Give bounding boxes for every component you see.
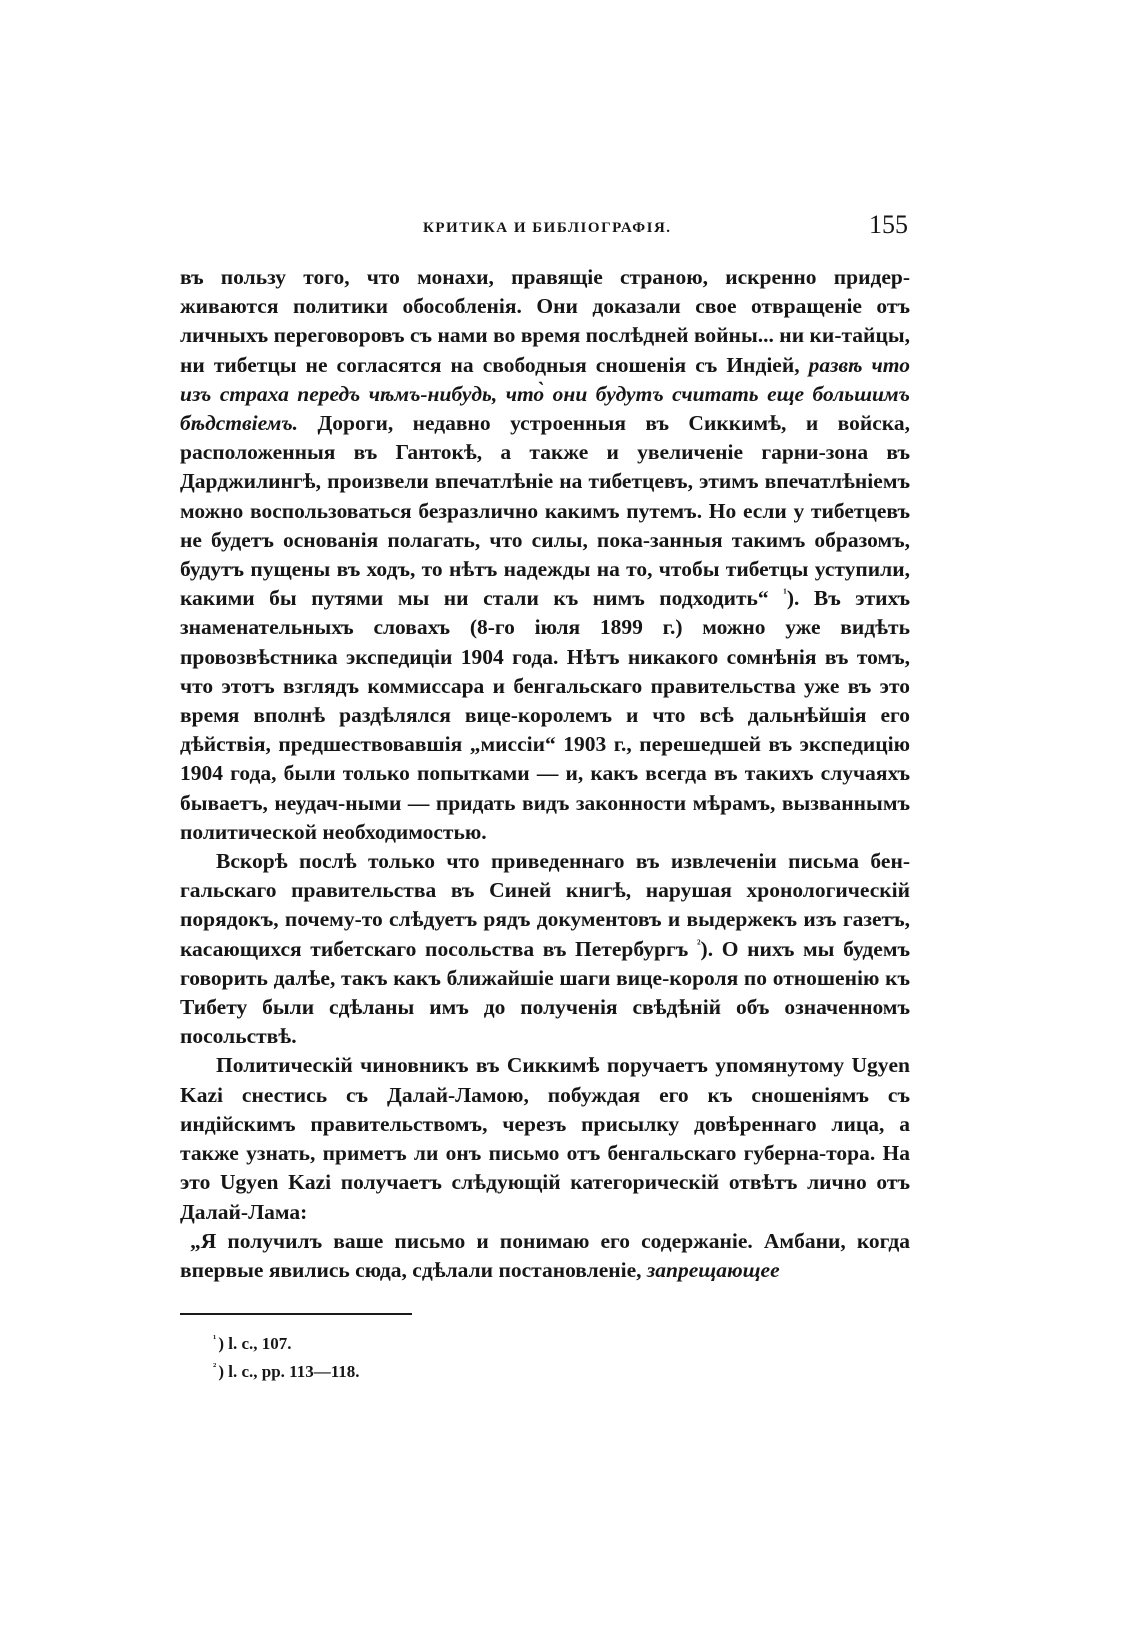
footnote-2-text: ) l. c., pp. 113—118.	[218, 1362, 360, 1381]
paragraph-3: Политическій чиновникъ въ Сиккимѣ поручаетъ упомянутому Ugyen Kazi снестись съ Далай-Ламою, побуждая его къ сношеніямъ съ индійскимъ правительствомъ, черезъ присылку довѣреннаго лица, а также узнать, приметъ ли онъ письмо отъ бенгальскаго губерна-тора. На это Ugyen Kazi получаетъ слѣдующій категорическій отвѣтъ лично отъ Далай-Лама:	[180, 1053, 910, 1224]
running-head	[178, 210, 908, 244]
paragraph-4-quote	[180, 1227, 910, 1285]
paragraph-2	[180, 847, 910, 1051]
paragraph-1-italic: развѣ что изъ страха передъ чѣмъ-нибудь, что̀ они будутъ считать еще большимъ бѣдствіемъ.	[180, 352, 910, 436]
paragraph-2-text-before: Вскорѣ послѣ только что приведеннаго въ извлеченіи письма бен-гальскаго правительства въ Синей книгѣ, нарушая хронологическій порядокъ, почему-то слѣдуетъ рядъ документовъ и выдержекъ изъ газетъ, касающихся тибетскаго посольства въ Петербургъ	[180, 849, 910, 961]
footnote-divider	[180, 1313, 412, 1315]
section-title: КРИТИКА И БИБЛІОГРАФІЯ.	[423, 220, 672, 236]
footnote-2	[213, 1358, 813, 1386]
paragraph-1	[180, 263, 910, 847]
footnote-1-text: ) l. c., 107.	[218, 1334, 292, 1353]
paragraph-1-text-after: Дороги, недавно устроенныя въ Сиккимѣ, и войска, расположенныя въ Гантокѣ, а также и увеличеніе гарни-зона въ Дарджилингѣ, произвели впечатлѣніе на тибетцевъ, этимъ впечатлѣніемъ можно воспользоваться безразлично какимъ путемъ. Но если у тибетцевъ не будетъ основанія полагать, что силы, пока-занныя такимъ образомъ, будутъ пущены въ ходъ, то нѣтъ надежды на то, чтобы тибетцы уступили, какими бы путями мы ни стали къ нимъ подходить“	[180, 411, 910, 611]
paragraph-2-text-end: ). О нихъ мы будемъ говорить далѣе, такъ какъ ближайшіе шаги вице-короля по отношенію къ Тибету были сдѣланы имъ до полученія свѣдѣній объ означенномъ посольствѣ.	[180, 936, 911, 1049]
footnote-1	[213, 1330, 813, 1358]
paragraph-1-text-end: ). Въ этихъ знаменательныхъ словахъ (8-го іюля 1899 г.) можно уже видѣть провозвѣстника экспедиціи 1904 года. Нѣтъ никакого сомнѣнія въ томъ, что этотъ взглядъ коммиссара и бенгальскаго правительства уже въ это время вполнѣ раздѣлялся вице-королемъ и что всѣ дальнѣйшія его дѣйствія, предшествовавшія „миссіи“ 1903 г., перешедшей въ экспедицію 1904 года, были только попытками — и, какъ всегда въ такихъ случаяхъ бываетъ, неудач-ными — придать видъ законности мѣрамъ, вызваннымъ политической необходимостью.	[180, 586, 910, 844]
footnote-ref-2: ²	[696, 936, 701, 951]
paragraph-4-italic: запрещающее	[646, 1257, 780, 1282]
page-number: 155	[869, 210, 908, 239]
body-text	[180, 263, 910, 1285]
footnote-1-mark: ¹	[213, 1333, 217, 1346]
paragraph-4-text-before: „Я получилъ ваше письмо и понимаю его содержаніе. Амбани, когда впервые явились сюда, сдѣлали постановленіе,	[180, 1228, 910, 1282]
paragraph-1-text-before: въ пользу того, что монахи, правящіе страною, искренно придер-живаются политики обособленія. Они доказали свое отвращеніе отъ личныхъ переговоровъ съ нами во время послѣдней войны... ни ки-тайцы, ни тибетцы не согласятся на свободныя сношенія съ Индіей,	[180, 265, 910, 377]
footnote-ref-1: ¹	[783, 586, 787, 601]
footnote-2-mark: ²	[213, 1361, 217, 1374]
footnotes	[213, 1330, 813, 1386]
